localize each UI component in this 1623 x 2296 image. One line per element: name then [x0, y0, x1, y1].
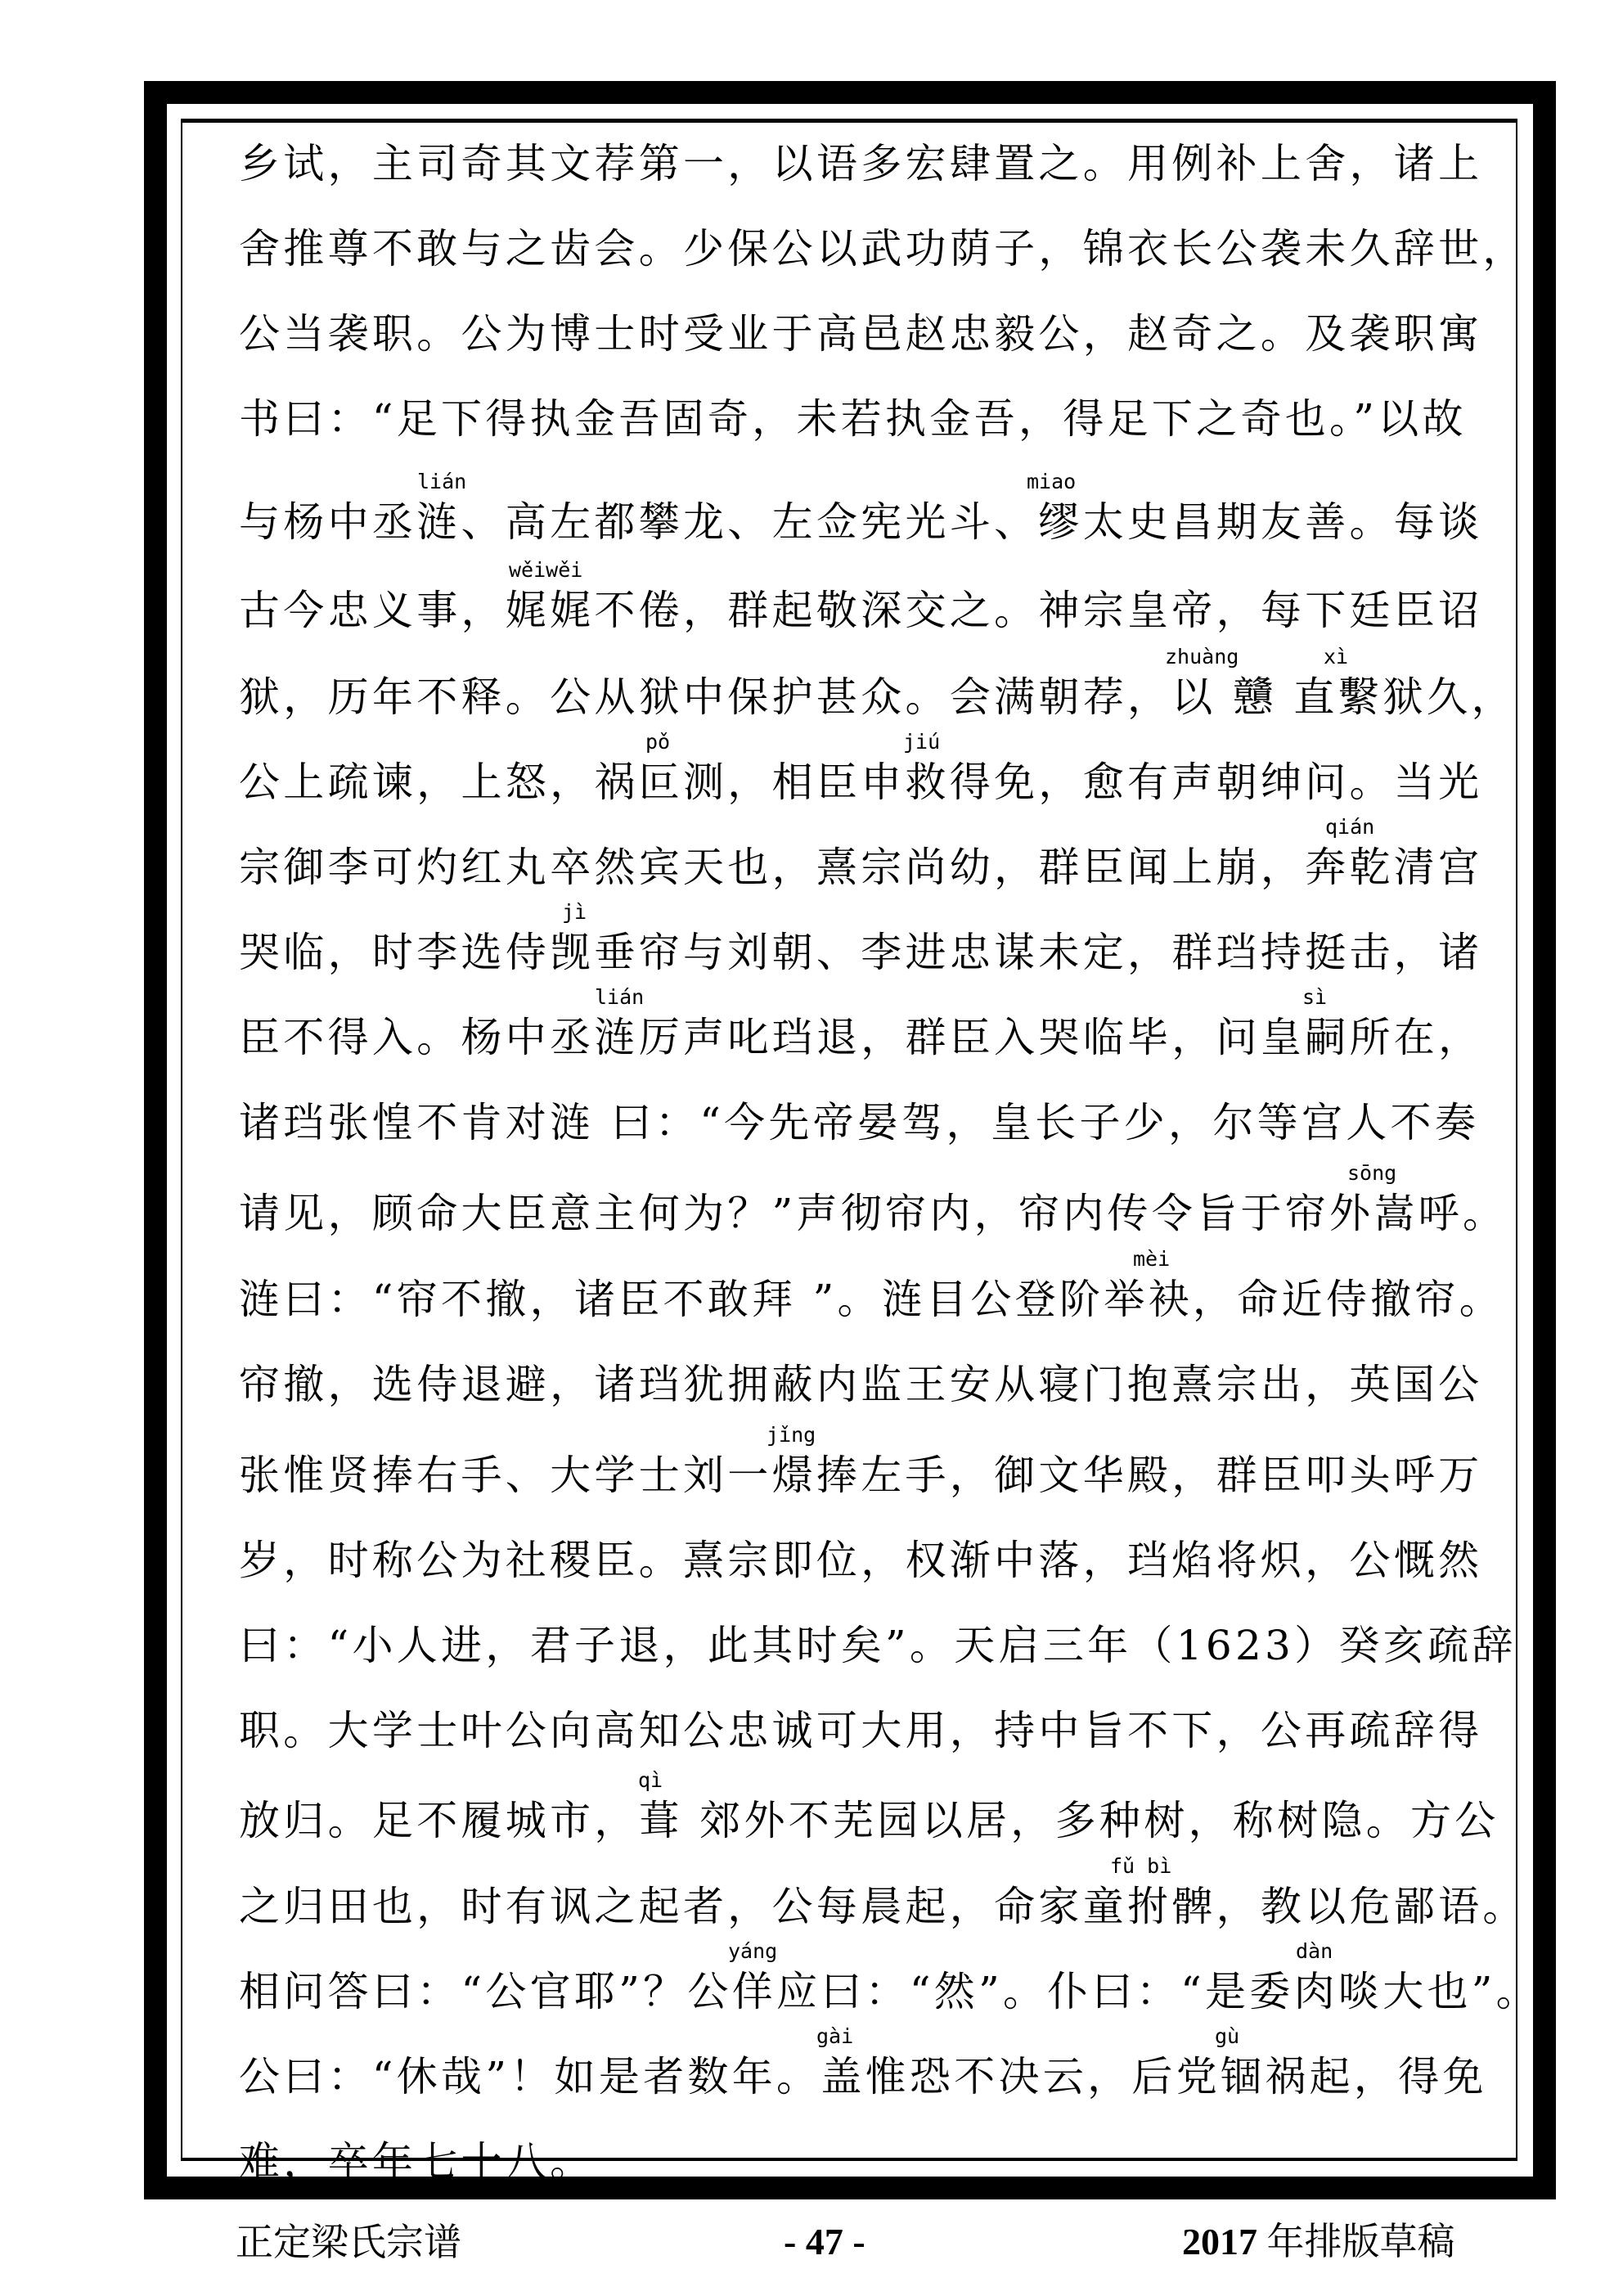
pinyin-annotation: miao: [1027, 470, 1077, 493]
pinyin-annotation: gài: [816, 2024, 854, 2048]
pinyin-annotation: sōng: [1347, 1161, 1397, 1185]
text-line: 哭临，时李选侍觊垂帘与刘朝、李进忠谋未定，群珰持挺击，诸: [239, 929, 1483, 976]
text-line: 难，卒年七十八。: [239, 2138, 595, 2186]
pinyin-annotation: jì: [562, 900, 587, 924]
text-line: 宗御李可灼红丸卒然宾天也，熹宗尚幼，群臣闻上崩，奔乾清宫: [239, 844, 1483, 891]
text-line: 帘撤，选侍退避，诸珰犹拥蔽内监王安从寝门抱熹宗出，英国公: [239, 1361, 1483, 1408]
pinyin-annotation: qì: [638, 1768, 663, 1792]
pinyin-annotation: lián: [595, 985, 645, 1009]
pinyin-annotation: zhuàng: [1165, 645, 1239, 669]
text-line: 古今忠义事，娓娓不倦，群起敬深交之。神宗皇帝，每下廷臣诏: [239, 587, 1483, 634]
text-line: 之归田也，时有讽之起者，公每晨起，命家童拊髀，教以危鄙语。: [239, 1883, 1527, 1930]
text-line: 曰：“小人进，君子退，此其时矣”。天启三年（1623）癸亥疏辞: [239, 1622, 1517, 1669]
text-line: 涟曰：“帘不撤，诸臣不敢拜 ”。涟目公登阶举袂，命近侍撤帘。: [239, 1276, 1504, 1323]
text-line: 岁，时称公为社稷臣。熹宗即位，权渐中落，珰焰将炽，公慨然: [239, 1537, 1483, 1584]
pinyin-annotation: fǔ bì: [1110, 1854, 1172, 1878]
pinyin-annotation: pǒ: [645, 730, 671, 754]
text-line: 放归。足不履城市，葺 郊外不芜园以居，多种树，称树隐。方公: [239, 1797, 1499, 1844]
text-line: 相问答曰：“公官耶”？公佯应曰：“然”。仆曰：“是委肉啖大也”。: [239, 1968, 1540, 2015]
text-line: 公上疏谏，上怒，祸叵测，相臣申救得免，愈有声朝绅问。当光: [239, 759, 1483, 806]
text-line: 乡试，主司奇其文荐第一，以语多宏肆置之。用例补上舍，诸上: [239, 140, 1483, 187]
text-line: 张惟贤捧右手、大学士刘一燝捧左手，御文华殿，群臣叩头呼万: [239, 1452, 1483, 1499]
text-line: 公当袭职。公为博士时受业于高邑赵忠毅公，赵奇之。及袭职寓: [239, 310, 1483, 358]
footer-draft-year: 2017: [1182, 2221, 1257, 2262]
text-line: 书曰：“足下得执金吾固奇，未若执金吾，得足下之奇也。”以故: [239, 395, 1467, 443]
text-line: 臣不得入。杨中丞涟厉声叱珰退，群臣入哭临毕，问皇嗣所在，: [239, 1014, 1483, 1061]
text-line: 诸珰张惶不肯对涟 曰：“今先帝晏驾，皇长子少，尔等宫人不奏: [239, 1099, 1480, 1146]
footer-page-number: - 47 -: [784, 2221, 865, 2262]
text-line: 公曰：“休哉”！如是者数年。盖惟恐不决云，后党锢祸起，得免: [239, 2053, 1487, 2100]
pinyin-annotation: mèi: [1133, 1247, 1171, 1271]
pinyin-annotation: jiú: [903, 730, 941, 754]
text-line: 请见，顾命大臣意主何为？”声彻帘内，帘内传令旨于帘外嵩呼。: [239, 1190, 1508, 1237]
pinyin-annotation: sì: [1302, 985, 1328, 1009]
pinyin-annotation: jǐng: [767, 1423, 816, 1447]
footer-draft-note: [1182, 2213, 1455, 2271]
pinyin-annotation: xì: [1324, 645, 1349, 669]
text-line: 狱，历年不释。公从狱中保护甚众。会满朝荐，以 戇 直繫狱久，: [239, 673, 1516, 721]
pinyin-annotation: qián: [1325, 815, 1375, 839]
footer-draft-label: 年排版草稿: [1266, 2221, 1455, 2262]
text-line: 职。大学士叶公向高知公忠诚可大用，持中旨不下，公再疏辞得: [239, 1707, 1483, 1754]
text-line: 与杨中丞涟、高左都攀龙、左佥宪光斗、缪太史昌期友善。每谈: [239, 498, 1483, 546]
pinyin-annotation: wěiwěi: [509, 558, 583, 582]
footer-book-title: 正定梁氏宗谱: [236, 2220, 461, 2264]
pinyin-annotation: lián: [417, 470, 467, 493]
pinyin-annotation: dàn: [1296, 1939, 1333, 1963]
text-line: 舍推尊不敢与之齿会。少保公以武功荫子，锦衣长公袭未久辞世，: [239, 225, 1527, 272]
pinyin-annotation: gù: [1215, 2024, 1240, 2048]
pinyin-annotation: yáng: [728, 1939, 778, 1963]
